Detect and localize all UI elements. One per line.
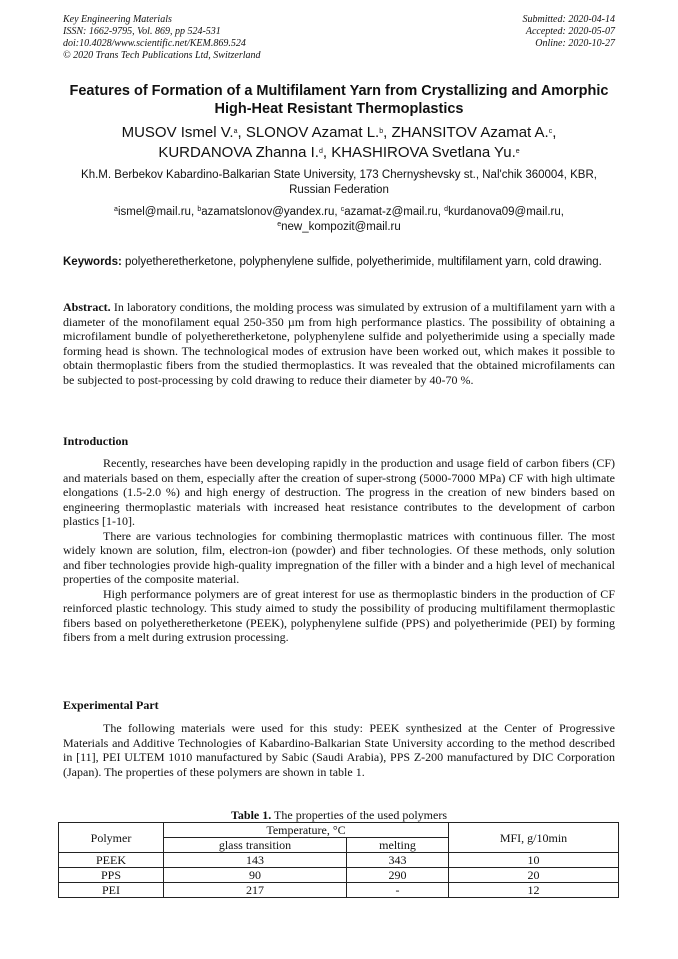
paragraph: The following materials were used for this study: PEEK synthesized at the Center of Progressive Materials and Additive Technologies of Kabardino-Balkarian State University according to the method described in [11], PEI ULTEM 1010 manufactured by Sabic (Saudi Arabia), PPS Z-200 manufactured by DIC Corporation (Japan). The properties of these polymers are shown in table 1.	[63, 721, 615, 779]
paragraph: Recently, researches have been developing rapidly in the production and usage field of carbon fibers (CF) and materials based on them, especially after the creation of super-strong (5000-7000 MPa) CF with high ultimate elongations (1.5-2.0 %) and high energy of destruction. The progress in the creation of new binders based on engineering thermoplastic materials with increased heat resistance contributes to the development of carbon plastics [1-10].	[63, 456, 615, 528]
header-polymer: Polymer	[59, 823, 164, 853]
abstract-text: In laboratory conditions, the molding process was simulated by extrusion of a multifilament yarn with a diameter of the monofilament equal 250-350 µm from high performance plastics. The possibility of obtaining a microfilament bundle of polyetheretherketone, polyphenylene sulfide and polyetherimide using a specially made forming head is shown. The technological modes of extrusion have been worked out, which makes it possible to obtain thermoplastic fibers from the studied thermoplastics. It was revealed that the obtained microfilaments can be subjected to post-processing by cold drawing to reduce their diameter by 40-70 %.	[63, 300, 616, 387]
email-link[interactable]: $^e$new_kompozit@mail.ru	[277, 221, 401, 233]
header-mfi: MFI, g/10min	[449, 823, 619, 853]
table-row: PEI 217 - 12	[59, 883, 619, 898]
introduction-body	[63, 456, 615, 645]
paper-title: Features of Formation of a Multifilament Yarn from Crystallizing and Amorphic High-Heat Resistant Thermoplastics	[69, 83, 609, 117]
author-list	[63, 123, 615, 163]
author: KHASHIROVA Svetlana Yu.$^e$	[331, 144, 520, 161]
header-glass-transition: glass transition	[164, 838, 347, 853]
copyright-line: © 2020 Trans Tech Publications Ltd, Switzerland	[63, 50, 261, 61]
email-link[interactable]: $^c$azamat-z@mail.ru	[340, 206, 438, 218]
online-date: Online: 2020-10-27	[535, 38, 615, 49]
abstract-label: Abstract.	[63, 300, 111, 314]
paragraph: High performance polymers are of great interest for use as thermoplastic binders in the production of CF reinforced plastic technology. This study aimed to study the possibility of producing multifilament thermoplastic fibers based on polyetheretherketone (PEEK), polyphenylene sulfide (PPS) and polyetherimide (PEI) by forming fibers from a melt during extrusion processing.	[63, 586, 615, 644]
author: KURDANOVA Zhanna I.$^d$,	[158, 144, 332, 161]
author: MUSOV Ismel V.$^a$,	[121, 124, 246, 141]
email-link[interactable]: $^b$azamatslonov@yandex.ru	[197, 206, 335, 218]
author-emails: $^a$ismel@mail.ru, $^b$azamatslonov@yandex.ru, $^c$azamat-z@mail.ru, $^d$kurdanova09@mail.ru, $^e$new_kompozit@mail.ru	[114, 206, 564, 233]
abstract	[63, 300, 615, 387]
affiliation: Kh.M. Berbekov Kabardino-Balkarian State University, 173 Chernyshevsky st., Nal'chik 360004, KBR, Russian Federation	[81, 169, 597, 196]
issn-line: ISSN: 1662-9795, Vol. 869, pp 524-531	[63, 26, 221, 37]
author: ZHANSITOV Azamat A.$^c$,	[391, 124, 557, 141]
keywords-text: polyetheretherketone, polyphenylene sulfide, polyetherimide, multifilament yarn, cold drawing.	[125, 256, 602, 268]
section-heading-introduction: Introduction	[63, 434, 129, 448]
properties-table	[58, 822, 619, 898]
doi-line: doi:10.4028/www.scientific.net/KEM.869.524	[63, 38, 246, 49]
table-row: PPS 90 290 20	[59, 868, 619, 883]
email-link[interactable]: $^a$ismel@mail.ru	[114, 206, 191, 218]
paragraph: There are various technologies for combining thermoplastic matrices with continuous filler. The most widely known are solution, film, electron-ion (powder) and fiber technologies. Of these methods, only solution and fiber technologies provide high-quality impregnation of the filler with a binder and a high level of mechanical properties of the composite material.	[63, 528, 615, 586]
section-heading-experimental: Experimental Part	[63, 698, 159, 712]
journal-name: Key Engineering Materials	[63, 14, 172, 25]
header-melting: melting	[347, 838, 449, 853]
experimental-body	[63, 721, 615, 779]
table-row: PEEK 143 343 10	[59, 853, 619, 868]
author: SLONOV Azamat L.$^b$,	[245, 124, 392, 141]
submission-dates	[523, 14, 616, 50]
table-header-row	[59, 823, 619, 838]
keywords	[63, 255, 615, 270]
submitted-date: Submitted: 2020-04-14	[522, 14, 615, 25]
journal-info	[63, 14, 261, 62]
accepted-date: Accepted: 2020-05-07	[525, 26, 615, 37]
email-link[interactable]: $^d$kurdanova09@mail.ru	[444, 206, 561, 218]
header-temperature: Temperature, °C	[164, 823, 449, 838]
keywords-label: Keywords:	[63, 256, 122, 268]
table-caption: Table 1. The properties of the used polymers	[231, 808, 447, 822]
